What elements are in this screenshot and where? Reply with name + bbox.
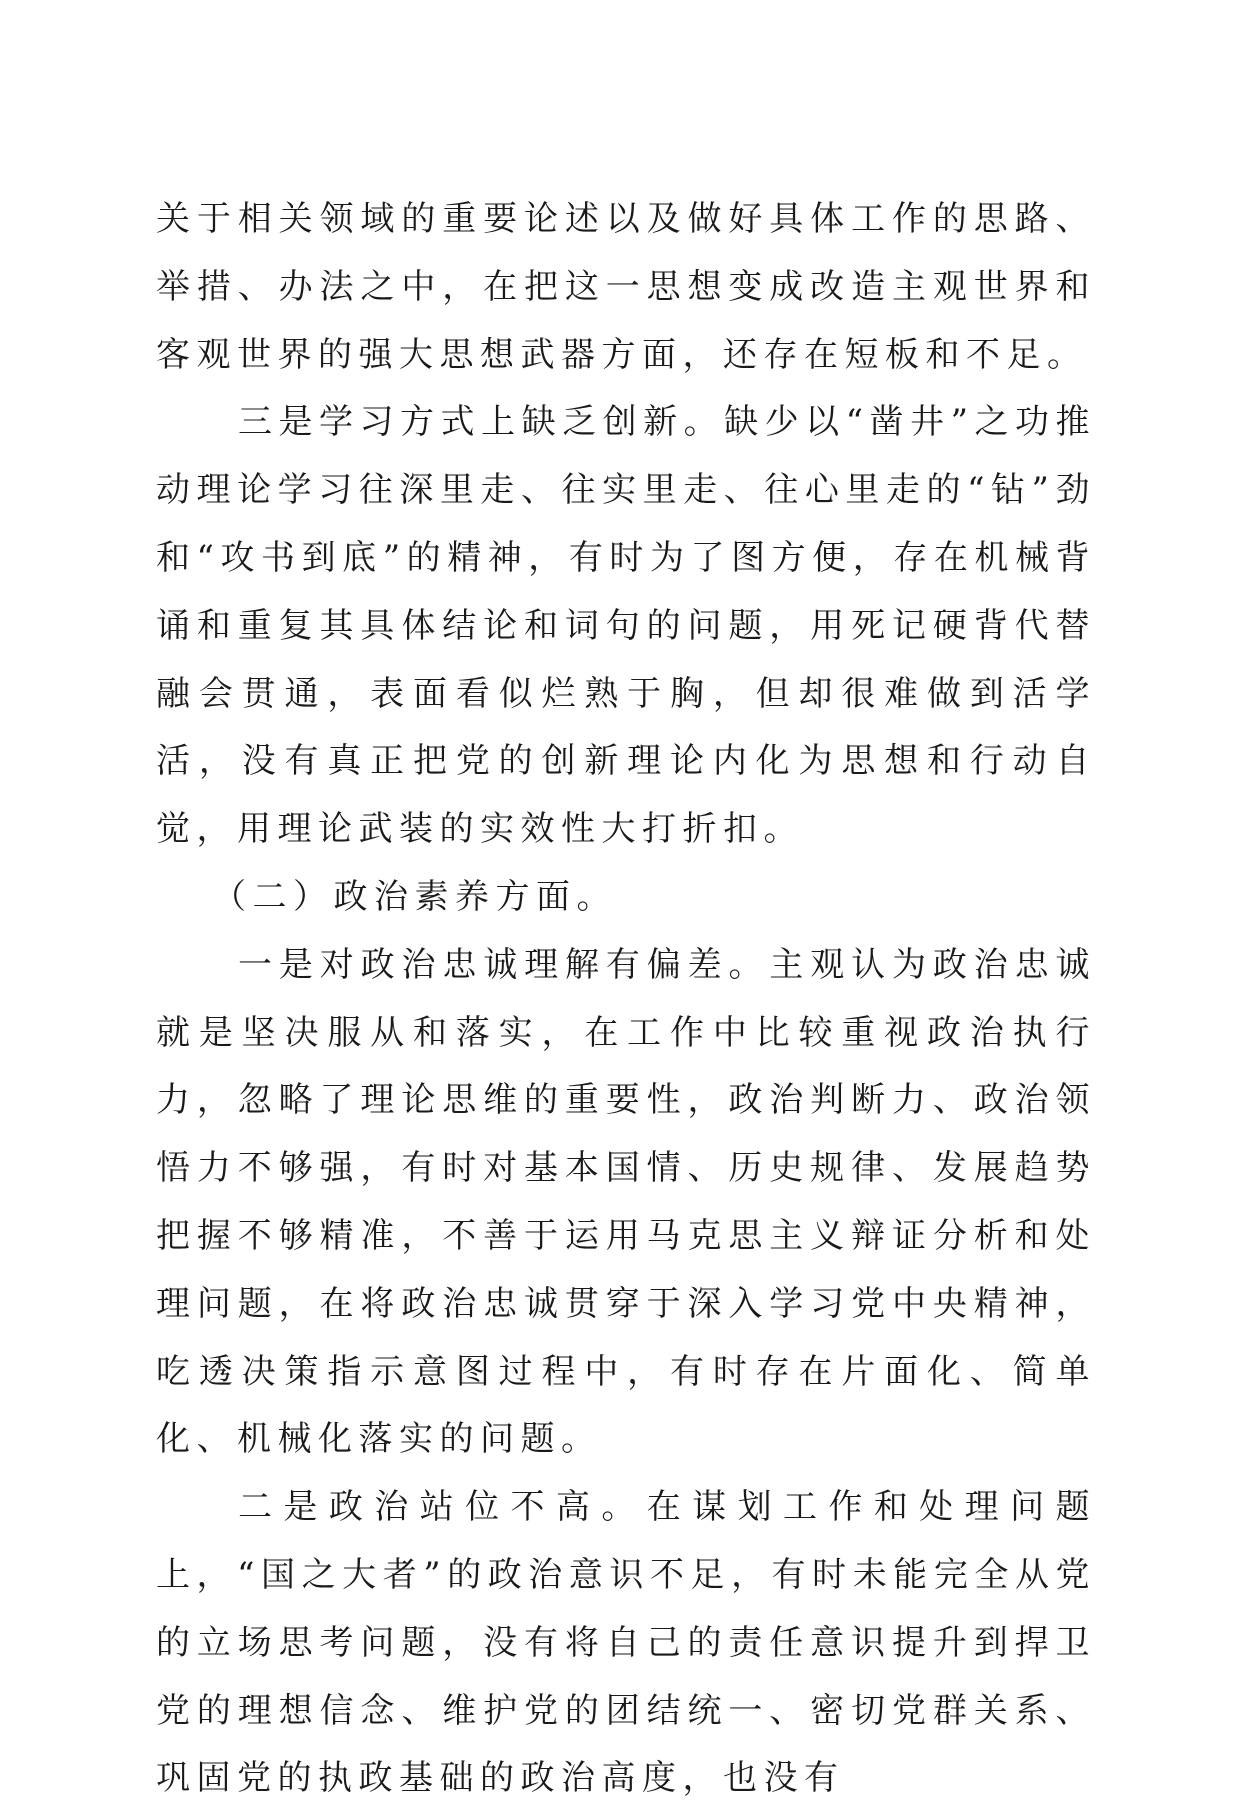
paragraph-continuation: 关于相关领域的重要论述以及做好具体工作的思路、举措、办法之中，在把这一思想变成改造主观世界和客观世界的强大思想武器方面，还存在短板和不足。 — [156, 199, 1096, 375]
paragraph-point-three: 三是学习方式上缺乏创新。缺少以“凿井”之功推动理论学习往深里走、往实里走、往心里走的“钻”劲和“攻书到底”的精神，有时为了图方便，存在机械背诵和重复其具体结论和词句的问题，用死记硬背代替融会贯通，表面看似烂熟于胸，但却很难做到活学活，没有真正把党的创新理论内化为思想和行动自觉，用理论武装的实效性大打折扣。 — [156, 402, 1096, 850]
paragraph-point-two: 二是政治站位不高。在谋划工作和处理问题上，“国之大者”的政治意识不足，有时未能完全从党的立场思考问题，没有将自己的责任意识提升到捍卫党的理想信念、维护党的团结统一、密切党群关系、巩固党的执政基础的政治高度，也没有 — [156, 1487, 1096, 1799]
section-heading-political-literacy: （二）政治素养方面。 — [212, 876, 617, 917]
paragraph-point-one: 一是对政治忠诚理解有偏差。主观认为政治忠诚就是坚决服从和落实，在工作中比较重视政治执行力，忽略了理论思维的重要性，政治判断力、政治领悟力不够强，有时对基本国情、历史规律、发展趋势把握不够精准，不善于运用马克思主义辩证分析和处理问题，在将政治忠诚贯穿于深入学习党中央精神，吃透决策指示意图过程中，有时存在片面化、简单化、机械化落实的问题。 — [156, 944, 1096, 1460]
document-body — [156, 186, 1096, 1813]
